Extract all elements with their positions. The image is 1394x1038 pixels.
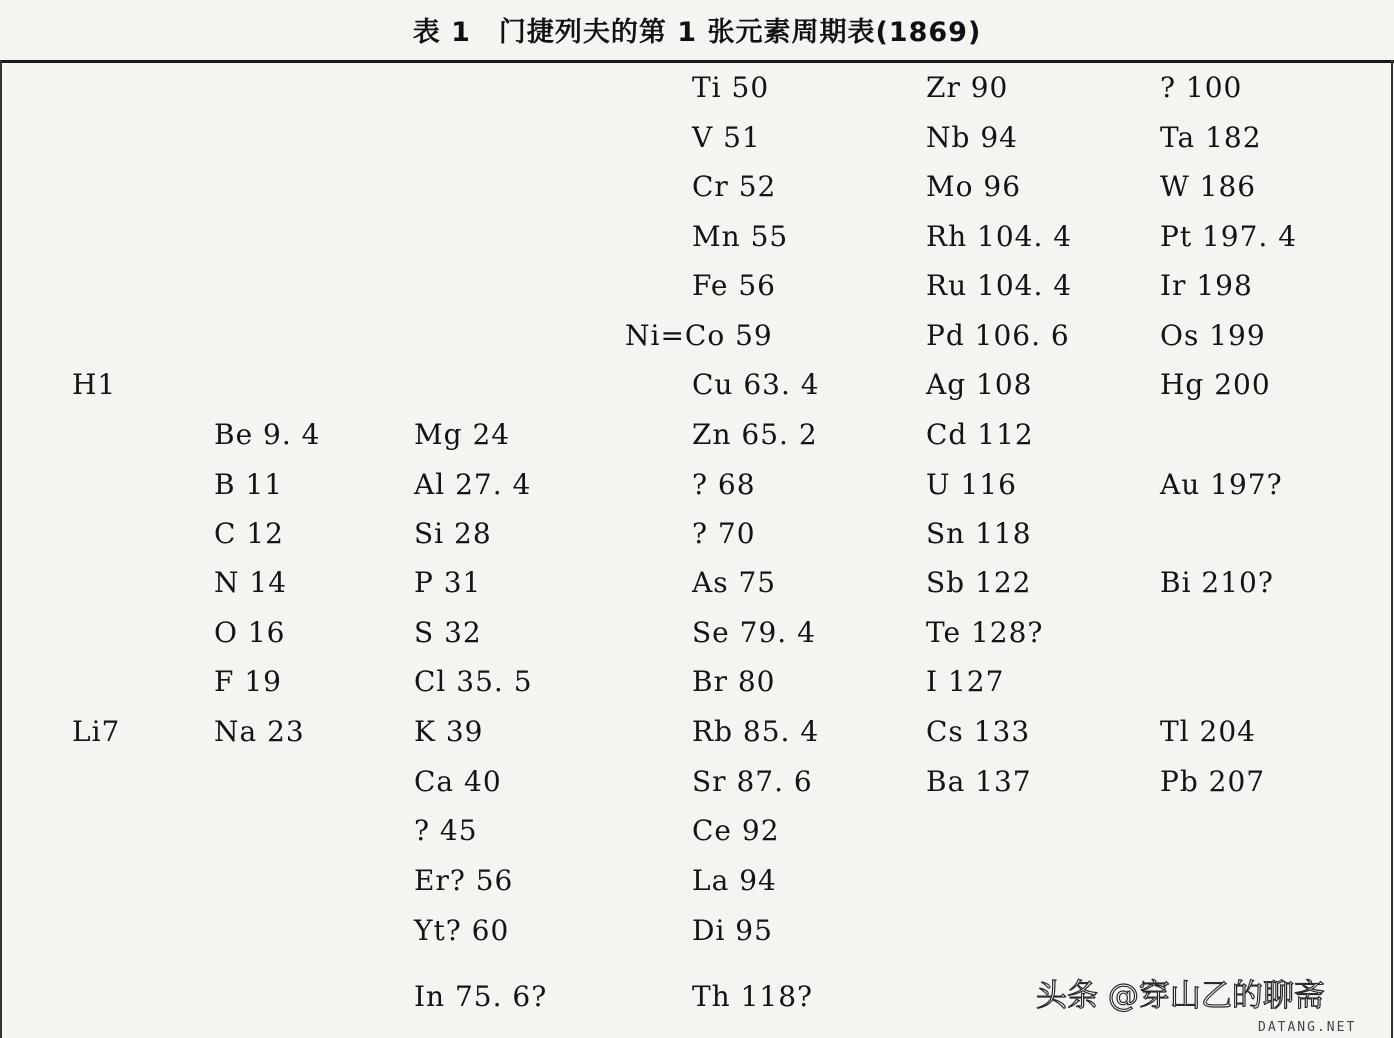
- watermark: 头条 @穿山乙的聊斋: [1036, 978, 1325, 1014]
- element-cell: Sn 118: [926, 517, 1032, 550]
- element-cell: ? 100: [1160, 71, 1243, 104]
- left-border: [0, 60, 2, 1038]
- element-cell: Ru 104. 4: [926, 269, 1073, 302]
- element-cell: Ta 182: [1160, 121, 1262, 154]
- element-cell: Be 9. 4: [214, 418, 321, 451]
- element-cell: I 127: [926, 665, 1005, 698]
- element-cell: Hg 200: [1160, 368, 1271, 401]
- element-cell: Cs 133: [926, 715, 1031, 748]
- element-cell: La 94: [692, 864, 777, 897]
- element-cell: Ir 198: [1160, 269, 1253, 302]
- element-cell: H1: [72, 368, 117, 401]
- element-cell: Bi 210?: [1160, 566, 1274, 599]
- element-cell: In 75. 6?: [414, 980, 548, 1013]
- element-cell: Rb 85. 4: [692, 715, 820, 748]
- element-cell: Mn 55: [692, 220, 789, 253]
- element-cell: Si 28: [414, 517, 492, 550]
- element-cell: Er? 56: [414, 864, 514, 897]
- element-cell: Ce 92: [692, 814, 780, 847]
- element-cell: Te 128?: [926, 616, 1044, 649]
- element-cell: ? 45: [414, 814, 478, 847]
- element-cell: Nb 94: [926, 121, 1018, 154]
- element-cell: C 12: [214, 517, 284, 550]
- right-border: [1391, 60, 1393, 1038]
- element-cell: Ca 40: [414, 765, 502, 798]
- element-cell: B 11: [214, 468, 284, 501]
- element-cell: Fe 56: [692, 269, 776, 302]
- element-cell: U 116: [926, 468, 1017, 501]
- element-cell: Pb 207: [1160, 765, 1266, 798]
- element-cell: W 186: [1160, 170, 1257, 203]
- element-cell: Ni=Co 59: [625, 319, 773, 352]
- element-cell: S 32: [414, 616, 482, 649]
- element-cell: Au 197?: [1160, 468, 1283, 501]
- element-cell: F 19: [214, 665, 282, 698]
- element-cell: As 75: [692, 566, 777, 599]
- element-cell: Ag 108: [926, 368, 1033, 401]
- element-cell: Li7: [72, 715, 121, 748]
- element-cell: K 39: [414, 715, 484, 748]
- element-cell: Al 27. 4: [414, 468, 532, 501]
- element-cell: V 51: [692, 121, 761, 154]
- element-cell: ? 68: [692, 468, 756, 501]
- element-cell: Zr 90: [926, 71, 1009, 104]
- element-cell: Yt? 60: [414, 914, 510, 947]
- element-cell: Br 80: [692, 665, 776, 698]
- site-mark: DATANG.NET: [1258, 1020, 1357, 1035]
- element-cell: ? 70: [692, 517, 756, 550]
- element-cell: Mo 96: [926, 170, 1022, 203]
- element-cell: Se 79. 4: [692, 616, 816, 649]
- element-cell: Cd 112: [926, 418, 1034, 451]
- element-cell: Rh 104. 4: [926, 220, 1073, 253]
- element-cell: Ba 137: [926, 765, 1032, 798]
- element-cell: Ti 50: [692, 71, 770, 104]
- element-cell: N 14: [214, 566, 288, 599]
- element-cell: Sb 122: [926, 566, 1032, 599]
- element-cell: Pt 197. 4: [1160, 220, 1298, 253]
- element-cell: Os 199: [1160, 319, 1266, 352]
- element-cell: Sr 87. 6: [692, 765, 813, 798]
- element-cell: Zn 65. 2: [692, 418, 818, 451]
- element-cell: Tl 204: [1160, 715, 1256, 748]
- table-title: 表 1 门捷列夫的第 1 张元素周期表(1869): [412, 17, 982, 48]
- element-cell: O 16: [214, 616, 286, 649]
- element-cell: Na 23: [214, 715, 305, 748]
- top-rule: [0, 60, 1394, 63]
- element-cell: Cl 35. 5: [414, 665, 533, 698]
- element-cell: Mg 24: [414, 418, 511, 451]
- element-cell: Th 118?: [692, 980, 814, 1013]
- element-cell: Cu 63. 4: [692, 368, 820, 401]
- element-cell: Pd 106. 6: [926, 319, 1070, 352]
- element-cell: Cr 52: [692, 170, 777, 203]
- element-cell: Di 95: [692, 914, 773, 947]
- element-cell: P 31: [414, 566, 482, 599]
